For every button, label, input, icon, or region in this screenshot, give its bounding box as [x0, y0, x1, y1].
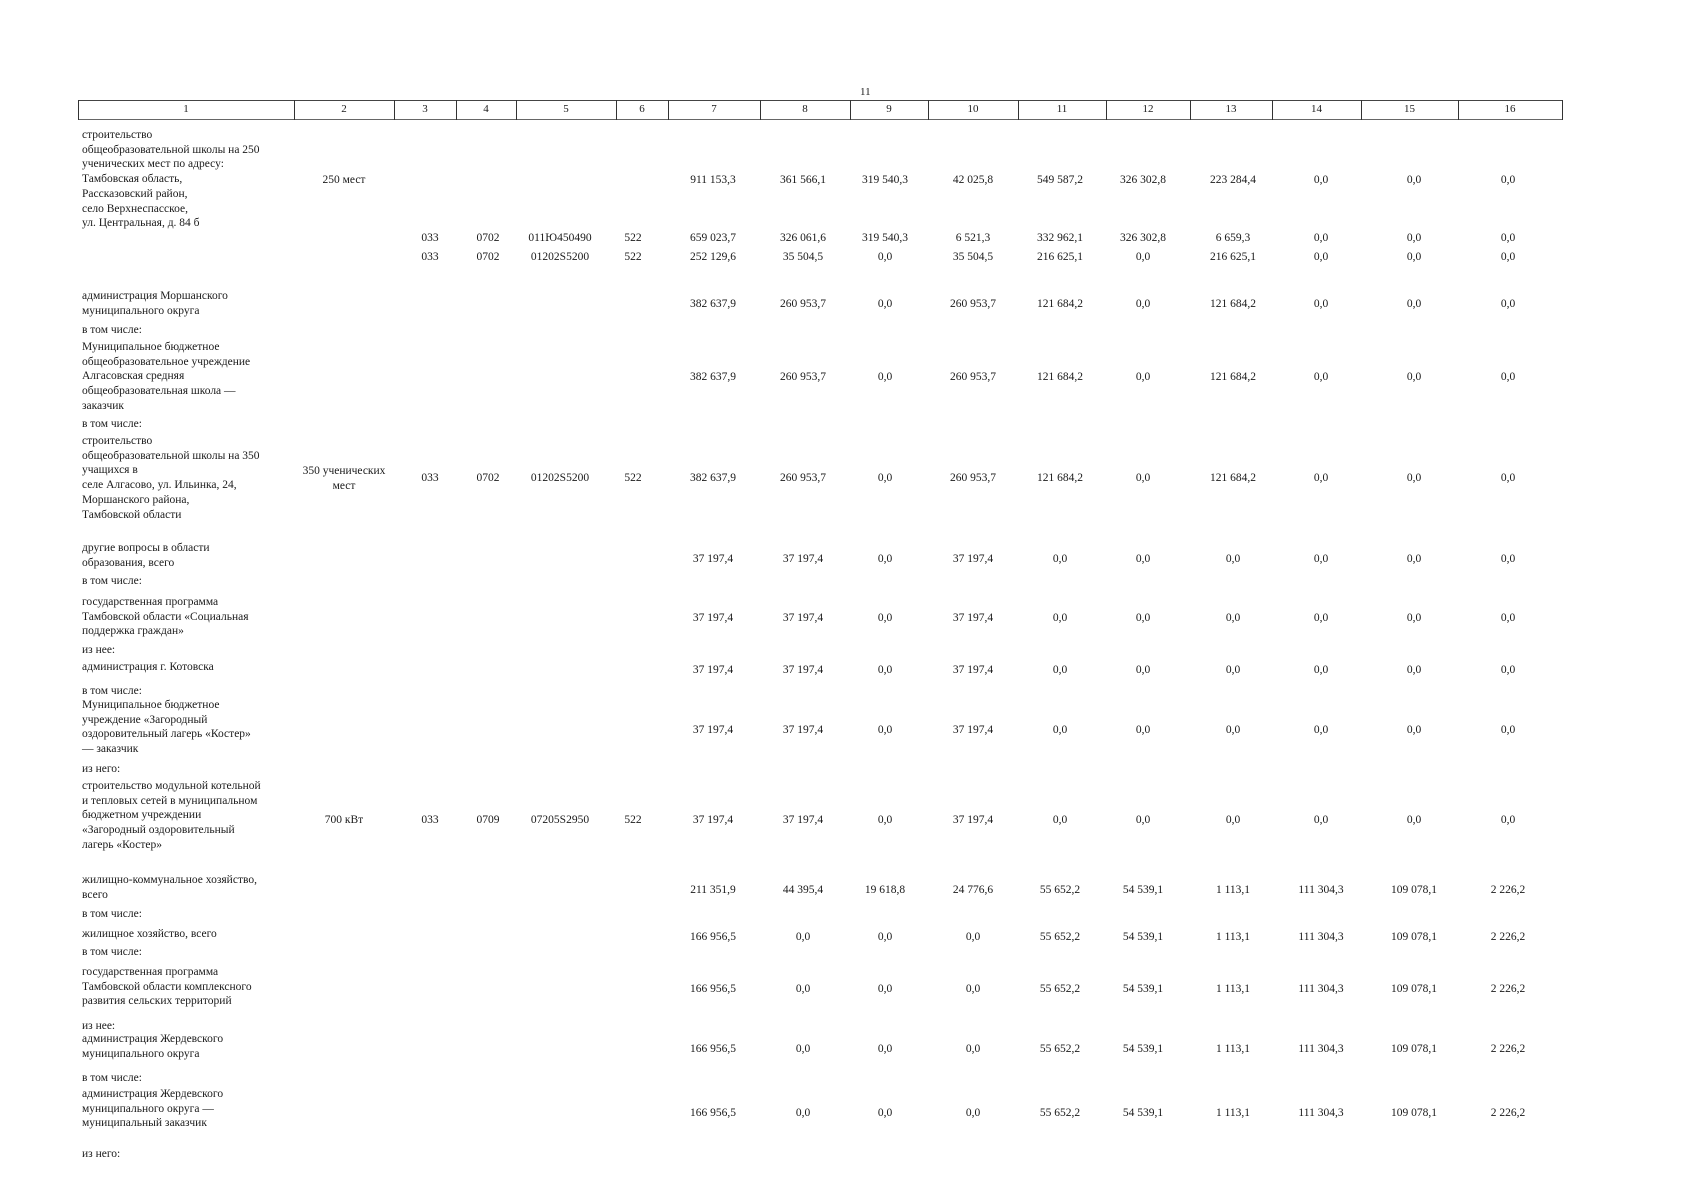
- cell-col-8: 0,0: [795, 931, 811, 943]
- cell-col-9: 0,0: [877, 983, 893, 995]
- cell-capacity: 350 ученических мест: [302, 465, 386, 492]
- cell-col-11: 121 684,2: [1037, 298, 1083, 310]
- cell-col-15: 109 078,1: [1391, 884, 1437, 896]
- cell-col-14: 111 304,3: [1298, 931, 1344, 943]
- cell-capacity: 250 мест: [322, 174, 366, 186]
- cell-c5: 01202S5200: [530, 472, 590, 484]
- row-label: государственная программа Тамбовской области комплексного развития сельских территорий: [82, 966, 252, 1008]
- cell-col-9: 0,0: [877, 1107, 893, 1119]
- cell-col-9: 0,0: [877, 472, 893, 484]
- sublabel: в том числе:: [82, 575, 142, 587]
- cell-col-12: 54 539,1: [1122, 884, 1164, 896]
- cell-col-10: 260 953,7: [950, 371, 996, 383]
- row-label: администрация Моршанского муниципального округа: [82, 290, 228, 317]
- cell-col-8: 37 197,4: [782, 612, 824, 624]
- cell-col-11: 0,0: [1052, 612, 1068, 624]
- cell-col-9: 0,0: [877, 553, 893, 565]
- cell-col-12: 0,0: [1135, 298, 1151, 310]
- cell-col-15: 0,0: [1406, 612, 1422, 624]
- cell-col-9: 319 540,3: [862, 174, 908, 186]
- cell-col-8: 0,0: [795, 1043, 811, 1055]
- cell-col-14: 111 304,3: [1298, 1107, 1344, 1119]
- cell-col-16: 2 226,2: [1490, 1107, 1526, 1119]
- cell-col-12: 54 539,1: [1122, 983, 1164, 995]
- cell-col-15: 0,0: [1406, 553, 1422, 565]
- cell-col-16: 0,0: [1500, 724, 1516, 736]
- cell-col-16: 0,0: [1500, 612, 1516, 624]
- cell-col-13: 223 284,4: [1210, 174, 1256, 186]
- cell-col-14: 0,0: [1313, 814, 1329, 826]
- cell-col-7: 659 023,7: [690, 232, 736, 244]
- cell-col-15: 109 078,1: [1391, 1107, 1437, 1119]
- cell-col-15: 0,0: [1406, 472, 1422, 484]
- cell-c6: 522: [624, 232, 642, 244]
- sublabel: из него:: [82, 763, 121, 775]
- cell-col-8: 37 197,4: [782, 664, 824, 676]
- page-number: 11: [860, 86, 871, 98]
- cell-col-7: 166 956,5: [690, 1107, 736, 1119]
- column-header-14: 14: [1311, 103, 1322, 115]
- cell-c6: 522: [624, 472, 642, 484]
- cell-col-16: 0,0: [1500, 472, 1516, 484]
- cell-col-15: 109 078,1: [1391, 1043, 1437, 1055]
- cell-col-12: 326 302,8: [1120, 174, 1166, 186]
- cell-col-14: 0,0: [1313, 553, 1329, 565]
- cell-col-9: 0,0: [877, 664, 893, 676]
- cell-col-15: 0,0: [1406, 174, 1422, 186]
- header-divider: [1562, 100, 1563, 120]
- cell-col-12: 0,0: [1135, 251, 1151, 263]
- cell-col-12: 0,0: [1135, 553, 1151, 565]
- cell-col-8: 0,0: [795, 1107, 811, 1119]
- cell-col-12: 0,0: [1135, 814, 1151, 826]
- cell-col-11: 55 652,2: [1039, 931, 1081, 943]
- cell-col-7: 166 956,5: [690, 1043, 736, 1055]
- cell-col-16: 2 226,2: [1490, 1043, 1526, 1055]
- cell-col-7: 252 129,6: [690, 251, 736, 263]
- cell-col-7: 211 351,9: [690, 884, 736, 896]
- cell-col-15: 0,0: [1406, 371, 1422, 383]
- cell-col-14: 111 304,3: [1298, 1043, 1344, 1055]
- cell-capacity: 700 кВт: [324, 814, 364, 826]
- cell-col-11: 0,0: [1052, 724, 1068, 736]
- cell-col-13: 0,0: [1225, 612, 1241, 624]
- column-header-11: 11: [1056, 103, 1068, 115]
- cell-col-12: 0,0: [1135, 371, 1151, 383]
- row-label: строительство общеобразовательной школы на 350 учащихся в селе Алгасово, ул. Ильинка, 24, Моршанского района, Тамбовской области: [82, 435, 260, 521]
- cell-col-14: 0,0: [1313, 472, 1329, 484]
- cell-col-10: 37 197,4: [952, 612, 994, 624]
- cell-col-9: 0,0: [877, 1043, 893, 1055]
- cell-col-7: 37 197,4: [692, 553, 734, 565]
- cell-col-13: 6 659,3: [1215, 232, 1251, 244]
- cell-col-9: 0,0: [877, 371, 893, 383]
- sublabel: в том числе:: [82, 418, 142, 430]
- cell-c3: 033: [421, 232, 439, 244]
- column-header-1: 1: [183, 103, 189, 115]
- cell-col-10: 0,0: [965, 1107, 981, 1119]
- cell-c4: 0702: [476, 251, 500, 263]
- column-header-10: 10: [967, 103, 979, 115]
- cell-col-10: 0,0: [965, 931, 981, 943]
- column-header-15: 15: [1404, 103, 1415, 115]
- cell-col-16: 0,0: [1500, 553, 1516, 565]
- cell-col-16: 0,0: [1500, 232, 1516, 244]
- cell-col-7: 382 637,9: [690, 371, 736, 383]
- cell-col-13: 121 684,2: [1210, 371, 1256, 383]
- cell-col-16: 0,0: [1500, 814, 1516, 826]
- row-label: жилищное хозяйство, всего: [82, 928, 217, 940]
- cell-col-16: 2 226,2: [1490, 884, 1526, 896]
- cell-col-11: 55 652,2: [1039, 983, 1081, 995]
- column-header-16: 16: [1504, 103, 1516, 115]
- cell-col-16: 2 226,2: [1490, 931, 1526, 943]
- cell-c3: 033: [421, 814, 439, 826]
- cell-c6: 522: [624, 251, 642, 263]
- cell-col-13: 0,0: [1225, 664, 1241, 676]
- row-label: строительство общеобразовательной школы на 250 ученических мест по адресу: Тамбовская область, Рассказовский район, село Верхнеспасское, ул. Центральная, д. 84 б: [82, 129, 260, 230]
- cell-col-8: 44 395,4: [782, 884, 824, 896]
- cell-c4: 0702: [476, 472, 500, 484]
- cell-col-11: 121 684,2: [1037, 371, 1083, 383]
- row-label: администрация Жердевского муниципального округа — муниципальный заказчик: [82, 1088, 224, 1130]
- cell-col-14: 0,0: [1313, 724, 1329, 736]
- cell-col-16: 0,0: [1500, 251, 1516, 263]
- column-header-2: 2: [341, 103, 347, 115]
- cell-col-8: 37 197,4: [782, 814, 824, 826]
- cell-col-13: 121 684,2: [1210, 472, 1256, 484]
- cell-col-7: 911 153,3: [690, 174, 736, 186]
- column-header-9: 9: [886, 103, 892, 115]
- column-header-3: 3: [422, 103, 428, 115]
- column-header-7: 7: [711, 103, 717, 115]
- cell-col-14: 0,0: [1313, 298, 1329, 310]
- cell-col-9: 0,0: [877, 931, 893, 943]
- cell-col-12: 0,0: [1135, 664, 1151, 676]
- cell-col-11: 216 625,1: [1037, 251, 1083, 263]
- cell-c5: 011Ю450490: [528, 232, 592, 244]
- cell-col-13: 1 113,1: [1215, 983, 1251, 995]
- cell-col-10: 42 025,8: [952, 174, 994, 186]
- cell-col-11: 0,0: [1052, 553, 1068, 565]
- cell-col-7: 166 956,5: [690, 931, 736, 943]
- cell-col-12: 326 302,8: [1120, 232, 1166, 244]
- cell-col-13: 0,0: [1225, 553, 1241, 565]
- cell-col-11: 55 652,2: [1039, 884, 1081, 896]
- cell-col-7: 166 956,5: [690, 983, 736, 995]
- cell-c5: 07205S2950: [530, 814, 590, 826]
- cell-col-13: 216 625,1: [1210, 251, 1256, 263]
- cell-col-13: 1 113,1: [1215, 884, 1251, 896]
- cell-col-15: 0,0: [1406, 251, 1422, 263]
- cell-col-14: 0,0: [1313, 664, 1329, 676]
- cell-col-11: 121 684,2: [1037, 472, 1083, 484]
- row-label: администрация Жердевского муниципального округа: [82, 1033, 224, 1060]
- cell-col-16: 0,0: [1500, 174, 1516, 186]
- column-header-8: 8: [802, 103, 808, 115]
- cell-col-12: 0,0: [1135, 612, 1151, 624]
- cell-col-10: 0,0: [965, 1043, 981, 1055]
- cell-col-14: 0,0: [1313, 371, 1329, 383]
- cell-col-12: 0,0: [1135, 472, 1151, 484]
- cell-col-8: 37 197,4: [782, 553, 824, 565]
- cell-col-12: 54 539,1: [1122, 931, 1164, 943]
- cell-col-15: 109 078,1: [1391, 931, 1437, 943]
- sublabel: в том числе:: [82, 324, 142, 336]
- cell-c4: 0709: [476, 814, 500, 826]
- cell-col-14: 0,0: [1313, 232, 1329, 244]
- cell-col-11: 0,0: [1052, 664, 1068, 676]
- cell-col-14: 0,0: [1313, 174, 1329, 186]
- cell-col-14: 0,0: [1313, 612, 1329, 624]
- cell-col-15: 0,0: [1406, 664, 1422, 676]
- cell-col-8: 260 953,7: [780, 298, 826, 310]
- column-header-5: 5: [563, 103, 569, 115]
- cell-col-7: 37 197,4: [692, 612, 734, 624]
- row-label: строительство модульной котельной и тепловых сетей в муниципальном бюджетном учреждении «Загородный оздоровительный лагерь «Костер»: [82, 780, 261, 851]
- cell-col-16: 0,0: [1500, 298, 1516, 310]
- cell-col-10: 35 504,5: [952, 251, 994, 263]
- column-header-6: 6: [639, 103, 645, 115]
- cell-col-10: 37 197,4: [952, 814, 994, 826]
- sublabel: в том числе:: [82, 908, 142, 920]
- cell-col-11: 55 652,2: [1039, 1107, 1081, 1119]
- cell-col-13: 1 113,1: [1215, 1107, 1251, 1119]
- row-label: другие вопросы в области образования, всего: [82, 542, 210, 569]
- cell-col-9: 319 540,3: [862, 232, 908, 244]
- cell-col-15: 109 078,1: [1391, 983, 1437, 995]
- cell-col-15: 0,0: [1406, 814, 1422, 826]
- cell-col-9: 19 618,8: [864, 884, 906, 896]
- cell-col-10: 37 197,4: [952, 724, 994, 736]
- sublabel: в том числе:: [82, 946, 142, 958]
- row-label: администрация г. Котовска: [82, 661, 214, 673]
- cell-col-13: 0,0: [1225, 724, 1241, 736]
- cell-c6: 522: [624, 814, 642, 826]
- cell-col-9: 0,0: [877, 612, 893, 624]
- cell-col-14: 111 304,3: [1298, 884, 1344, 896]
- column-header-13: 13: [1225, 103, 1237, 115]
- cell-col-12: 54 539,1: [1122, 1107, 1164, 1119]
- cell-col-15: 0,0: [1406, 298, 1422, 310]
- cell-col-8: 0,0: [795, 983, 811, 995]
- table-header: [78, 100, 1562, 120]
- cell-c4: 0702: [476, 232, 500, 244]
- cell-col-12: 54 539,1: [1122, 1043, 1164, 1055]
- row-label: Муниципальное бюджетное общеобразовательное учреждение Алгасовская средняя общеобразовательная школа — заказчик: [82, 341, 251, 412]
- cell-col-8: 326 061,6: [780, 232, 826, 244]
- sublabel: из нее:: [82, 644, 116, 656]
- cell-col-8: 260 953,7: [780, 371, 826, 383]
- sublabel: в том числе:: [82, 685, 142, 697]
- row-label: жилищно-коммунальное хозяйство, всего: [82, 874, 257, 901]
- cell-c3: 033: [421, 251, 439, 263]
- cell-col-10: 260 953,7: [950, 472, 996, 484]
- cell-col-7: 37 197,4: [692, 724, 734, 736]
- cell-col-7: 382 637,9: [690, 472, 736, 484]
- cell-col-13: 121 684,2: [1210, 298, 1256, 310]
- sublabel: в том числе:: [82, 1072, 142, 1084]
- cell-col-16: 0,0: [1500, 664, 1516, 676]
- cell-col-16: 0,0: [1500, 371, 1516, 383]
- cell-col-10: 260 953,7: [950, 298, 996, 310]
- cell-col-8: 361 566,1: [780, 174, 826, 186]
- cell-col-8: 37 197,4: [782, 724, 824, 736]
- cell-col-9: 0,0: [877, 298, 893, 310]
- cell-col-14: 0,0: [1313, 251, 1329, 263]
- row-label: государственная программа Тамбовской области «Социальная поддержка граждан»: [82, 596, 249, 638]
- cell-col-10: 24 776,6: [952, 884, 994, 896]
- cell-col-11: 549 587,2: [1037, 174, 1083, 186]
- cell-col-9: 0,0: [877, 251, 893, 263]
- cell-col-9: 0,0: [877, 814, 893, 826]
- cell-col-13: 1 113,1: [1215, 931, 1251, 943]
- cell-col-11: 332 962,1: [1037, 232, 1083, 244]
- cell-col-14: 111 304,3: [1298, 983, 1344, 995]
- cell-col-15: 0,0: [1406, 724, 1422, 736]
- cell-col-10: 37 197,4: [952, 553, 994, 565]
- cell-col-7: 37 197,4: [692, 664, 734, 676]
- cell-col-9: 0,0: [877, 724, 893, 736]
- cell-col-7: 37 197,4: [692, 814, 734, 826]
- cell-c3: 033: [421, 472, 439, 484]
- cell-col-8: 260 953,7: [780, 472, 826, 484]
- cell-col-12: 0,0: [1135, 724, 1151, 736]
- column-header-12: 12: [1142, 103, 1154, 115]
- column-header-4: 4: [483, 103, 489, 115]
- cell-col-7: 382 637,9: [690, 298, 736, 310]
- cell-col-11: 55 652,2: [1039, 1043, 1081, 1055]
- cell-c5: 01202S5200: [530, 251, 590, 263]
- cell-col-15: 0,0: [1406, 232, 1422, 244]
- sublabel: из него:: [82, 1148, 121, 1160]
- cell-col-13: 1 113,1: [1215, 1043, 1251, 1055]
- cell-col-8: 35 504,5: [782, 251, 824, 263]
- cell-col-11: 0,0: [1052, 814, 1068, 826]
- cell-col-10: 0,0: [965, 983, 981, 995]
- cell-col-16: 2 226,2: [1490, 983, 1526, 995]
- sublabel: из нее:: [82, 1020, 116, 1032]
- cell-col-13: 0,0: [1225, 814, 1241, 826]
- cell-col-10: 37 197,4: [952, 664, 994, 676]
- cell-col-10: 6 521,3: [955, 232, 991, 244]
- row-label: Муниципальное бюджетное учреждение «Загородный оздоровительный лагерь «Костер» — заказчик: [82, 699, 251, 756]
